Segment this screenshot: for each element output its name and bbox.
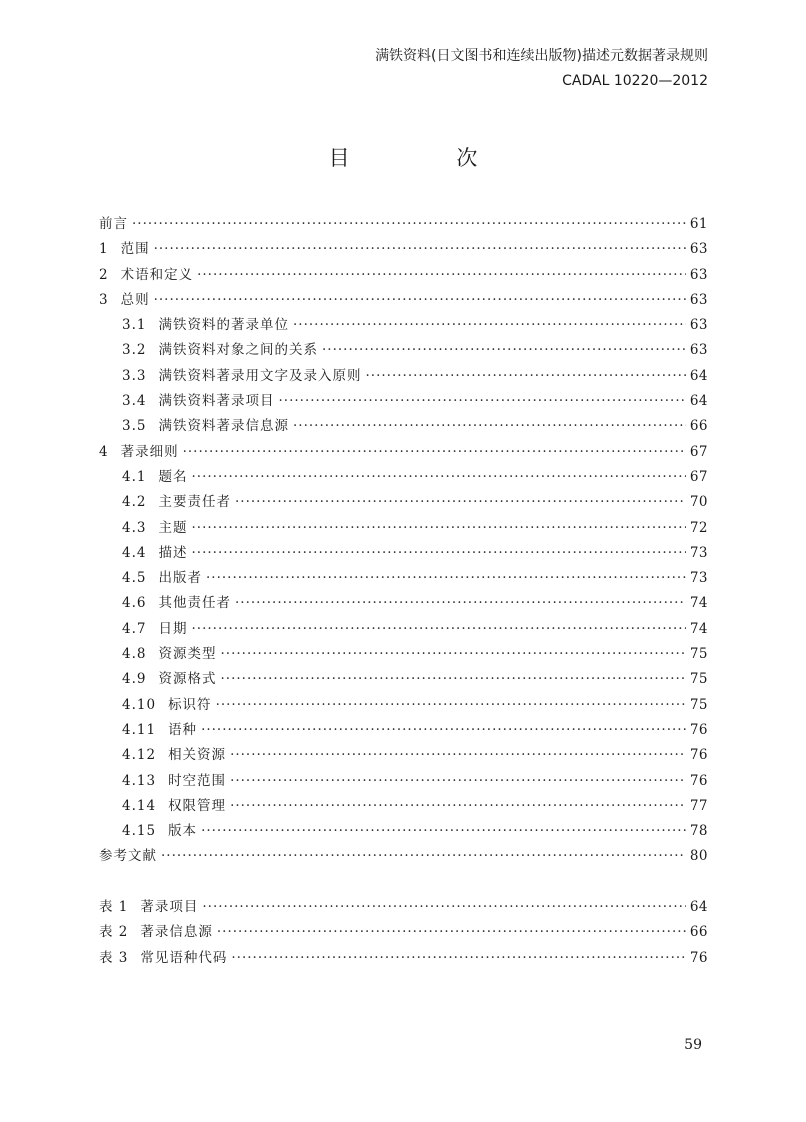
toc-entry[interactable] [99, 212, 708, 237]
toc-entry-number: 4.10 [122, 696, 157, 713]
toc-entry[interactable] [99, 769, 708, 794]
dot-leader [231, 950, 685, 966]
toc-entry-number: 3.4 [122, 393, 147, 410]
dot-leader [191, 545, 685, 561]
table-list-entry-page: 76 [689, 949, 708, 966]
toc-entry-number: 4 [99, 443, 109, 460]
toc-entry[interactable] [99, 693, 708, 718]
toc-entry-number: 4.1 [122, 468, 147, 485]
table-list-entry[interactable] [99, 920, 708, 945]
toc-entry[interactable] [99, 364, 708, 389]
dot-leader [183, 444, 686, 460]
toc-entry-page: 61 [689, 216, 708, 232]
dot-leader [191, 520, 685, 536]
page-number: 59 [684, 1037, 702, 1053]
toc-entry-page: 76 [689, 747, 708, 764]
toc-entry-label: 语种 [168, 721, 198, 738]
dot-leader [293, 418, 686, 434]
toc-entry-page: 67 [689, 443, 708, 460]
dot-leader [202, 899, 685, 915]
toc-entry[interactable] [99, 743, 708, 768]
dot-leader [235, 494, 686, 510]
toc-entry-page: 75 [689, 671, 708, 688]
dot-leader [220, 671, 685, 687]
toc-entry-page: 77 [689, 797, 708, 814]
dot-leader [220, 646, 685, 662]
toc-entry-page: 64 [689, 367, 708, 384]
toc-entry-page: 63 [689, 266, 708, 283]
toc-entry-number: 4.7 [122, 620, 147, 637]
toc-entry-number: 4.6 [122, 595, 147, 612]
table-list-entry-number: 表 1 [99, 899, 129, 915]
toc-entry[interactable] [99, 440, 708, 465]
toc-entry-label: 前言 [99, 216, 128, 232]
toc-entry-page: 74 [689, 620, 708, 637]
toc-entry-page: 63 [689, 317, 708, 334]
toc-entry-label: 题名 [158, 468, 188, 485]
toc-entry-page: 64 [689, 393, 708, 410]
toc-entry-label: 权限管理 [168, 797, 227, 814]
dot-leader [154, 241, 686, 257]
toc-entry-number: 3.3 [122, 367, 147, 384]
toc-entry-page: 63 [689, 241, 708, 258]
toc-entry[interactable] [99, 667, 708, 692]
toc-entry-number: 3.5 [122, 418, 147, 435]
toc-entry-number: 2 [99, 266, 109, 283]
table-list-entry-number: 表 2 [99, 924, 129, 941]
toc-entry-number: 4.3 [122, 519, 147, 536]
toc-entry-page: 80 [689, 848, 708, 865]
toc-entry-label: 满铁资料著录项目 [158, 393, 275, 410]
toc-entry-number: 4.8 [122, 646, 147, 663]
toc-entry-number: 4.9 [122, 671, 147, 688]
toc-entry-label: 参考文献 [99, 848, 157, 865]
dot-leader [161, 848, 686, 864]
toc-entry[interactable] [99, 794, 708, 819]
toc-entry[interactable] [99, 617, 708, 642]
dot-leader [191, 621, 685, 637]
list-of-tables [99, 895, 708, 971]
dot-leader [197, 267, 686, 283]
table-list-entry-page: 66 [689, 924, 708, 941]
toc-entry-label: 满铁资料对象之间的关系 [158, 342, 318, 359]
dot-leader [365, 368, 685, 384]
toc-entry-page: 78 [689, 823, 708, 840]
dot-leader [230, 798, 686, 814]
dot-leader [206, 570, 686, 586]
dot-leader [132, 216, 686, 232]
toc-entry[interactable] [99, 844, 708, 869]
dot-leader [201, 722, 686, 738]
dot-leader [217, 924, 686, 940]
table-list-entry-page: 64 [689, 899, 708, 915]
toc-entry-label: 满铁资料的著录单位 [158, 317, 289, 334]
toc-entry[interactable] [99, 389, 708, 414]
dot-leader [230, 773, 686, 789]
toc-entry-number: 4.13 [122, 772, 157, 789]
toc-entry-label: 满铁资料著录信息源 [158, 418, 289, 435]
toc-entry[interactable] [99, 718, 708, 743]
toc-entry[interactable] [99, 237, 708, 262]
table-of-contents [99, 212, 708, 870]
table-list-entry-label: 著录项目 [140, 899, 199, 915]
toc-entry-label: 主要责任者 [158, 494, 231, 511]
toc-entry-number: 3 [99, 291, 109, 308]
dot-leader [293, 317, 686, 333]
toc-entry-number: 1 [99, 241, 109, 258]
toc-entry-label: 范围 [120, 241, 150, 258]
toc-entry-page: 75 [689, 696, 708, 713]
toc-entry-label: 术语和定义 [120, 266, 194, 283]
toc-entry[interactable] [99, 414, 708, 439]
toc-entry[interactable] [99, 288, 708, 313]
dot-leader [191, 469, 685, 485]
running-header [375, 44, 708, 94]
toc-entry-label: 版本 [168, 823, 198, 840]
toc-entry[interactable] [99, 490, 708, 515]
toc-entry-label: 相关资源 [168, 747, 227, 764]
toc-entry-number: 4.2 [122, 494, 147, 511]
toc-entry[interactable] [99, 263, 708, 288]
toc-entry[interactable] [99, 338, 708, 363]
toc-entry[interactable] [99, 819, 708, 844]
toc-entry-number: 4.4 [122, 544, 147, 561]
toc-entry-label: 出版者 [158, 570, 202, 587]
toc-entry[interactable] [99, 566, 708, 591]
dot-leader [278, 393, 685, 409]
toc-entry-page: 75 [689, 646, 708, 663]
toc-entry-page: 66 [689, 418, 708, 435]
toc-entry-number: 4.5 [122, 570, 147, 587]
toc-entry-number: 4.12 [122, 747, 157, 764]
toc-entry-number: 3.2 [122, 342, 147, 359]
toc-entry[interactable] [99, 541, 708, 566]
toc-entry-number: 4.14 [122, 797, 157, 814]
table-list-entry-number: 表 3 [99, 949, 129, 966]
toc-entry-page: 76 [689, 772, 708, 789]
dot-leader [230, 747, 686, 763]
toc-entry-label: 著录细则 [120, 443, 179, 460]
toc-entry-label: 总则 [120, 291, 150, 308]
table-list-entry[interactable] [99, 895, 708, 920]
table-list-entry-label: 常见语种代码 [140, 949, 228, 966]
toc-entry-label: 主题 [158, 519, 188, 536]
page-title: 目 次 [328, 146, 528, 170]
toc-entry-page: 74 [689, 595, 708, 612]
toc-entry-page: 76 [689, 721, 708, 738]
toc-entry-number: 3.1 [122, 317, 147, 334]
dot-leader [216, 697, 686, 713]
header-standard-code: CADAL 10220—2012 [562, 73, 708, 89]
toc-entry-label: 日期 [158, 620, 188, 637]
table-list-entry[interactable] [99, 946, 708, 971]
toc-entry-label: 标识符 [168, 696, 212, 713]
toc-entry-label: 描述 [158, 544, 188, 561]
toc-entry-label: 时空范围 [168, 772, 227, 789]
toc-entry-page: 73 [689, 544, 708, 561]
toc-entry-page: 73 [689, 570, 708, 587]
dot-leader [235, 595, 686, 611]
toc-entry-label: 其他责任者 [158, 595, 231, 612]
toc-entry-number: 4.11 [122, 721, 157, 738]
toc-entry[interactable] [99, 313, 708, 338]
toc-entry-label: 满铁资料著录用文字及录入原则 [158, 367, 362, 384]
dot-leader [322, 342, 686, 358]
toc-entry[interactable] [99, 465, 708, 490]
toc-entry-label: 资源类型 [158, 646, 217, 663]
dot-leader [154, 292, 686, 308]
toc-entry-page: 63 [689, 342, 708, 359]
toc-entry-page: 70 [689, 494, 708, 511]
header-title: 满铁资料(日文图书和连续出版物)描述元数据著录规则 [375, 48, 708, 64]
toc-entry-number: 4.15 [122, 823, 157, 840]
toc-entry[interactable] [99, 591, 708, 616]
toc-entry[interactable] [99, 516, 708, 541]
toc-entry-label: 资源格式 [158, 671, 217, 688]
toc-entry[interactable] [99, 642, 708, 667]
toc-entry-page: 67 [689, 468, 708, 485]
toc-entry-page: 72 [689, 519, 708, 536]
dot-leader [201, 823, 686, 839]
table-list-entry-label: 著录信息源 [140, 924, 213, 941]
toc-entry-page: 63 [689, 291, 708, 308]
